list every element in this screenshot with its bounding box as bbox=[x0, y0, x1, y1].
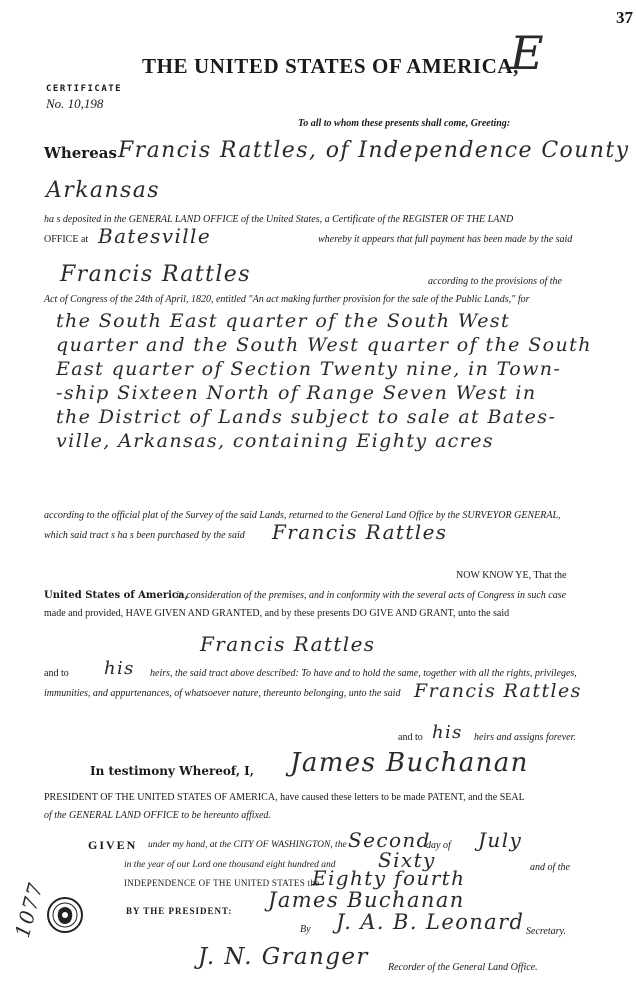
page-number: 37 bbox=[616, 8, 633, 27]
office-place: Batesville bbox=[98, 224, 212, 248]
month-value: July bbox=[478, 828, 523, 852]
official-plat-line: according to the official plat of the Survey of the said Lands, returned to the General Land Office by the SURVEYOR GENERAL, bbox=[44, 510, 561, 521]
recorder-label: Recorder of the General Land Office. bbox=[388, 962, 538, 973]
his-1: his bbox=[104, 658, 135, 679]
testimony-label: In testimony Whereof, I, bbox=[90, 764, 254, 778]
secretary-label: Secretary. bbox=[526, 926, 566, 937]
recorder-signature: J. N. Granger bbox=[198, 944, 369, 970]
certificate-number: No. 10,198 bbox=[46, 96, 104, 111]
office-at: OFFICE at bbox=[44, 234, 89, 245]
day-value: Second bbox=[348, 828, 431, 852]
president-signature: James Buchanan bbox=[268, 888, 465, 912]
and-of-the: and of the bbox=[530, 862, 570, 873]
land-description-line: the South East quarter of the South West bbox=[56, 310, 511, 332]
grantee-name-3: Francis Rattles bbox=[200, 632, 376, 656]
under-hand-line: under my hand, at the CITY OF WASHINGTON, the bbox=[148, 840, 347, 850]
according-line: according to the provisions of the bbox=[428, 276, 562, 287]
which-said-line: which said tract s ha s been purchased by the said bbox=[44, 530, 245, 541]
land-description-line: ville, Arkansas, containing Eighty acres bbox=[56, 430, 494, 452]
year-value: Sixty bbox=[378, 848, 436, 872]
united-states-label: United States of America, bbox=[44, 590, 188, 601]
whereby-line: whereby it appears that full payment has been made by the said bbox=[318, 234, 573, 245]
given-label: GIVEN bbox=[88, 838, 138, 852]
certificate-label: CERTIFICATE bbox=[46, 84, 123, 94]
greeting: To all to whom these presents shall come, Greeting: bbox=[298, 118, 511, 129]
and-to-1: and to bbox=[44, 668, 69, 679]
president-line: PRESIDENT OF THE UNITED STATES OF AMERICA, have caused these letters to be made PATENT, and the SEAL bbox=[44, 792, 525, 803]
deposited-line: ha s deposited in the GENERAL LAND OFFICE of the United States, a Certificate of the REGISTER OF THE LAND bbox=[44, 214, 514, 225]
handwritten-corner-mark: E bbox=[510, 26, 545, 80]
payer-name: Francis Rattles bbox=[60, 262, 251, 287]
margin-number: 1077 bbox=[10, 879, 48, 941]
year-prefix: in the year of our Lord one thousand eight hundred and bbox=[124, 860, 336, 870]
independence-value: Eighty fourth bbox=[312, 866, 466, 890]
immunities-line: immunities, and appurtenances, of whatsoever nature, thereunto belonging, unto the said bbox=[44, 688, 401, 699]
secretary-signature: J. A. B. Leonard bbox=[336, 910, 525, 934]
day-of: day of bbox=[426, 840, 451, 851]
and-to-2: and to bbox=[398, 732, 423, 743]
land-description-line: the District of Lands subject to sale at Bates- bbox=[56, 406, 557, 428]
document-title: THE UNITED STATES OF AMERICA, bbox=[142, 54, 519, 78]
consideration-line: in consideration of the premises, and in conformity with the several acts of Congress in such case bbox=[176, 590, 567, 601]
heirs-assigns-line: heirs and assigns forever. bbox=[474, 732, 576, 743]
independence-line: INDEPENDENCE OF THE UNITED STATES the bbox=[124, 878, 320, 888]
seal-line: of the GENERAL LAND OFFICE to be hereunto affixed. bbox=[44, 810, 271, 821]
by-label: By bbox=[300, 924, 311, 935]
land-description-line: quarter and the South West quarter of the South bbox=[56, 334, 592, 356]
now-know-line: NOW KNOW YE, That the bbox=[456, 570, 567, 581]
his-2: his bbox=[432, 722, 463, 743]
land-office-seal bbox=[46, 896, 84, 934]
act-line: Act of Congress of the 24th of April, 1820, entitled "An act making further provision for the sale of the Public Lands," for bbox=[44, 294, 530, 305]
by-the-president: BY THE PRESIDENT: bbox=[126, 906, 233, 916]
land-description-line: East quarter of Section Twenty nine, in Town- bbox=[56, 358, 562, 380]
made-provided-line: made and provided, HAVE GIVEN AND GRANTED, and by these presents DO GIVE AND GRANT, unto the said bbox=[44, 608, 510, 619]
heirs-line: heirs, the said tract above described: To have and to hold the same, together with all the rights, privileges, bbox=[150, 668, 577, 679]
land-description-line: -ship Sixteen North of Range Seven West in bbox=[56, 382, 537, 404]
grantee-line-2: Arkansas bbox=[46, 178, 160, 203]
whereas-label: Whereas bbox=[44, 144, 117, 162]
grantee-name-4: Francis Rattles bbox=[414, 680, 582, 702]
purchaser-name: Francis Rattles bbox=[272, 520, 448, 544]
grantee-line-1: Francis Rattles, of Independence County bbox=[118, 138, 630, 163]
president-name: James Buchanan bbox=[290, 748, 529, 778]
